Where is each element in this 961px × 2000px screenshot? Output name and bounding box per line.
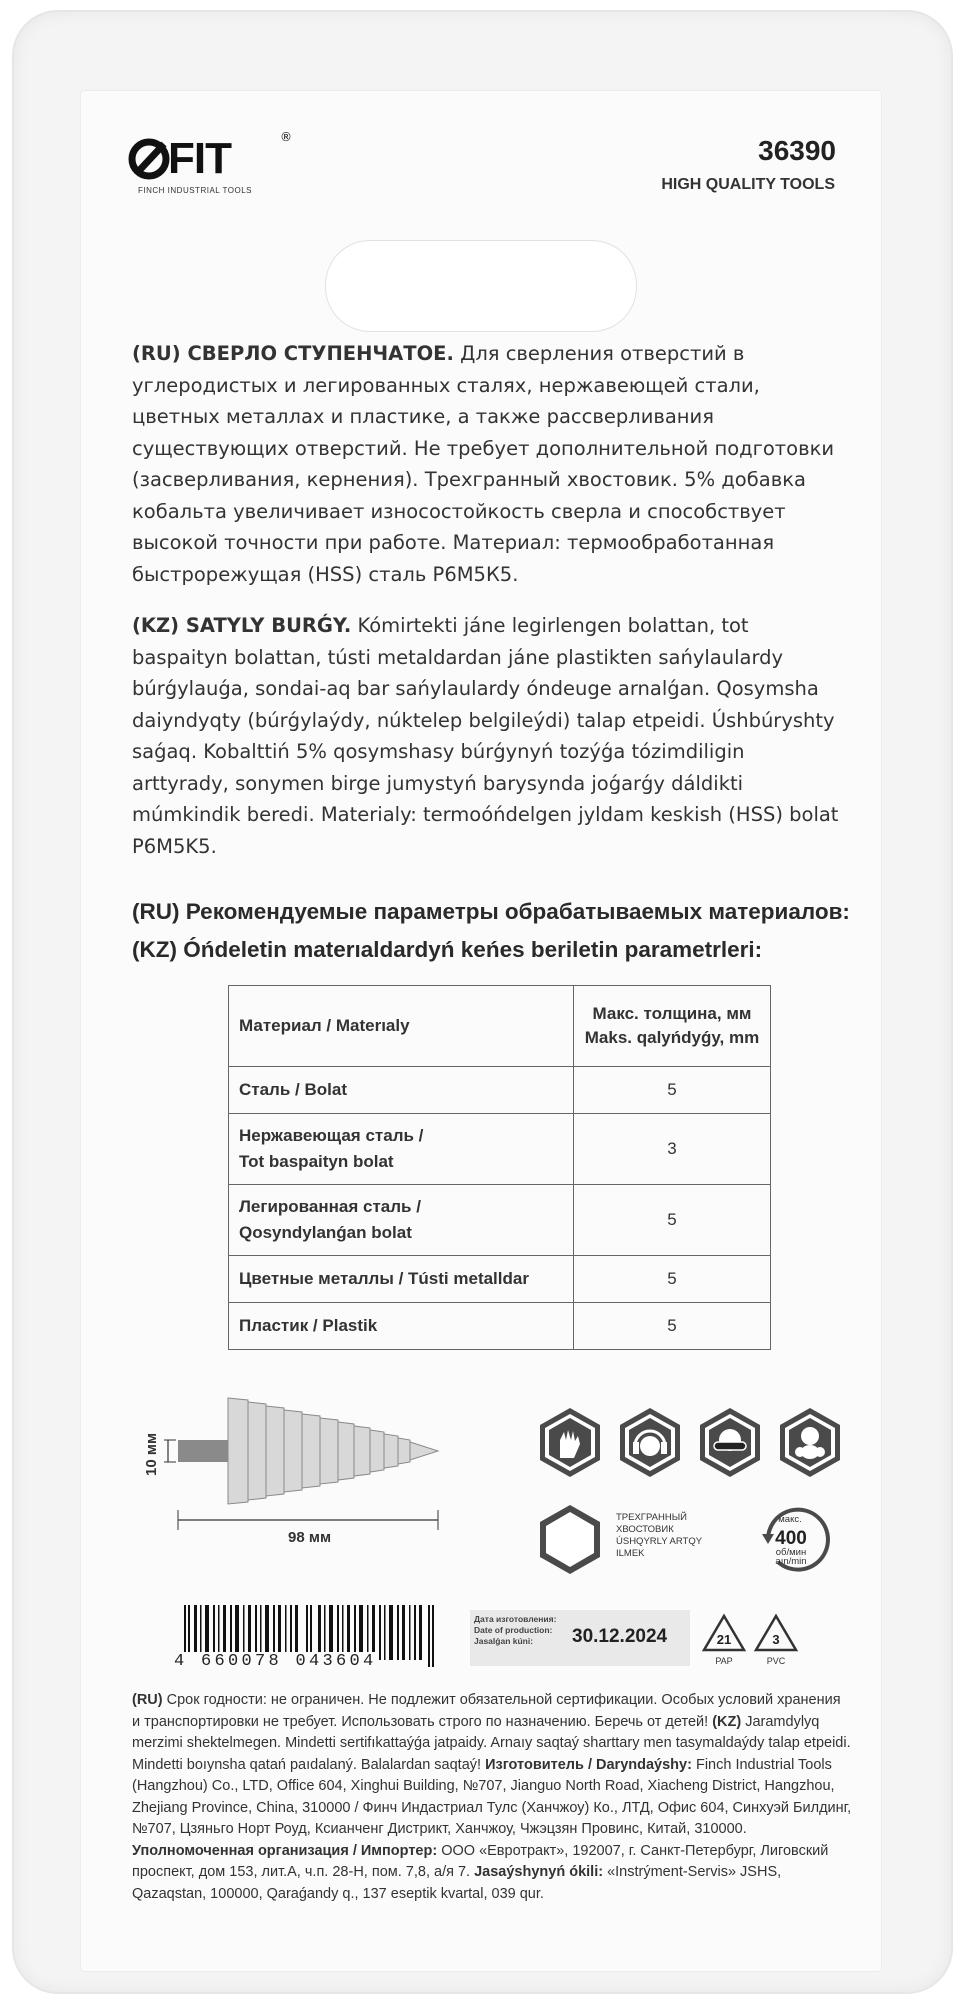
- date-label-en: Date of production:: [474, 1625, 553, 1635]
- ear-protection-icon: [620, 1408, 680, 1477]
- speed-top: макс.: [778, 1514, 802, 1525]
- speed-value: 400: [775, 1528, 807, 1549]
- recycle-label: PAP: [715, 1656, 733, 1666]
- params-heading: [132, 893, 850, 969]
- importer-label: Уполномоченная организация / Импортер:: [132, 1842, 438, 1859]
- logo-ring-icon: [128, 138, 170, 180]
- material-cell: [229, 1185, 574, 1256]
- goggles-icon: [700, 1408, 760, 1477]
- description-ru-heading: (RU) СВЕРЛО СТУПЕНЧАТОЕ.: [132, 342, 454, 365]
- thickness-cell: 5: [574, 1067, 771, 1114]
- params-heading-ru: (RU) Рекомендуемые параметры обрабатываемых материалов:: [132, 899, 850, 924]
- shank-label-line: ILMEK: [616, 1548, 645, 1559]
- footer-ru-prefix: (RU): [132, 1692, 163, 1708]
- thickness-cell: 5: [574, 1256, 771, 1303]
- table-row: [229, 1256, 771, 1303]
- triangular-shank-icon: [540, 1505, 600, 1574]
- date-label-ru: Дата изготовления:: [474, 1614, 557, 1624]
- material-line: Qosyndylanǵan bolat: [239, 1223, 412, 1242]
- table-row: [229, 1114, 771, 1185]
- material-cell: Пластик / Plastik: [229, 1303, 574, 1350]
- material-line: Легированная сталь /: [239, 1197, 421, 1216]
- table-row: [229, 1067, 771, 1114]
- recycle-code: 21: [716, 1632, 732, 1647]
- thickness-cell: 5: [574, 1185, 771, 1256]
- description-kz-body: Kómirtekti jáne legirlengen bolattan, tot baspaityn bolattan, tústi metaldardan jáne plastikten sańylaulardy búrǵylauǵa, sondai-aq bar sańylaulardy óndeuge arnalǵan. Qosymsha daiyndyqty (búrǵylaýdy, núktelep belgileýdi) talap etpeidi. Úshbúryshty saǵaq. Kobalttiń 5% qosymshasy búrǵynyń tozýǵa tózimdiligin arttyrady, sonymen birge jumystyń barysynda joǵarǵy dáldikti múmkindik beredi. Materialy: termoóńdelgen jyldam keskish (HSS) bolat P6M5K5.: [132, 614, 839, 858]
- material-cell: Сталь / Bolat: [229, 1067, 574, 1114]
- recycle-code: 3: [772, 1632, 780, 1647]
- recycle-pvc-icon: [752, 1612, 800, 1668]
- logo-text: FIT: [168, 134, 231, 183]
- table-header-row: [229, 986, 771, 1067]
- step-drill-drawing: [143, 1390, 488, 1550]
- respirator-icon: [780, 1408, 840, 1477]
- hang-hole: [325, 240, 637, 332]
- description-kz: [132, 610, 842, 862]
- safety-icons: [530, 1400, 860, 1600]
- recycle-label: PVC: [766, 1656, 786, 1666]
- article-number: 36390: [758, 135, 836, 166]
- production-date-value: 30.12.2024: [572, 1626, 668, 1647]
- material-cell: [229, 1114, 574, 1185]
- description-kz-heading: (KZ) SATYLY BURǴY.: [132, 614, 352, 637]
- brand-logo: [128, 130, 308, 200]
- speed-unit: об/мин: [775, 1547, 807, 1558]
- table-row: [229, 1185, 771, 1256]
- table-row: [229, 1303, 771, 1350]
- drill-steps: [228, 1398, 438, 1504]
- manufacturer-label: Изготовитель / Daryndaýshy:: [485, 1756, 692, 1773]
- footer-kz-prefix: (KZ): [712, 1713, 742, 1730]
- thickness-cell: 5: [574, 1303, 771, 1350]
- params-heading-kz: (KZ) Óńdeletin materıaldardyń keńes beriletin parametrleri:: [132, 937, 763, 962]
- material-cell: Цветные металлы / Tústi metalldar: [229, 1256, 574, 1303]
- production-date-box: [470, 1610, 690, 1666]
- thickness-cell: 3: [574, 1114, 771, 1185]
- header-thickness-kz: Maks. qalyńdyǵy, mm: [584, 1028, 760, 1047]
- quality-slogan: HIGH QUALITY TOOLS: [661, 176, 835, 193]
- footer-kz-text: Jaramdylyq merzimi shektelmegen. Mindetti sertifıkattaýǵa jatpaidy. Arnaıy saqtaý sharttary men tasymaldaýdy talap etpeidi. Mindetti boıynsha qatań paıdalaný. Balalardan saqtaý!: [132, 1713, 851, 1773]
- header-thickness: [574, 986, 771, 1067]
- description-ru: [132, 338, 842, 590]
- material-line: Нержавеющая сталь /: [239, 1126, 424, 1145]
- description-ru-body: Для сверления отверстий в углеродистых и легированных сталях, нержавеющей стали, цветных металлах и пластике, а также рассверливания существующих отверстий. Не требует дополнительной подготовки (засверливания, кернения). Трехгранный хвостовик. 5% добавка кобальта увеличивает износостойкость сверла и способствует высокой точности при работе. Материал: термообработанная быстрорежущая (HSS) сталь Р6М5К5.: [132, 342, 835, 586]
- material-line: Tot baspaityn bolat: [239, 1152, 394, 1171]
- gloves-icon: [540, 1408, 600, 1477]
- registered-mark: ®: [280, 130, 292, 144]
- date-label-kz: Jasalǵan kúni:: [474, 1636, 534, 1646]
- materials-table: [228, 985, 771, 1350]
- manufacturer-text: Finch Industrial Tools (Hangzhou) Co., LTD, Office 604, Xinghui Building, №707, Jianguo North Road, Xiacheng District, Hangzhou, Zhejiang Province, China, 310000 / Финч Индастриал Тулс (Ханчжоу) Ко., ЛТД, Офис 604, Синхуэй Билдинг, №707, Цзяньго Норт Роуд, Ксианченг Дистрикт, Ханчжоу, Чжэцзян Провинс, Китай, 310000.: [132, 1756, 852, 1837]
- speed-rotation-icon: [762, 1510, 828, 1570]
- drill-shank: [178, 1440, 228, 1462]
- shank-label-line: ХВОСТОВИК: [616, 1524, 674, 1535]
- shank-label-line: ТРЕХГРАННЫЙ: [616, 1512, 687, 1523]
- logo-tagline: FINCH INDUSTRIAL TOOLS: [138, 186, 252, 195]
- kz-representative-text: «Instrýment-Servis» JSHS, Qazaqstan, 100000, Qaraǵandy q., 137 eseptik kvartal, 039 qur.: [132, 1864, 782, 1902]
- footer-legal-text: [132, 1690, 852, 1905]
- speed-unit-kz: aın/min: [775, 1556, 807, 1567]
- length-dimension: 98 мм: [288, 1529, 332, 1546]
- header-material: Материал / Materıaly: [229, 986, 574, 1067]
- kz-representative-label: Jasaýshynyń ókili:: [474, 1864, 604, 1880]
- importer-text: ООО «Евротракт», 192007, г. Санкт-Петербург, Лиговский проспект, дом 153, лит.А, ч.п. 28-Н, пом. 7,8, а/я 7.: [132, 1842, 829, 1880]
- recycle-pap-icon: [700, 1612, 748, 1668]
- footer-ru-text: Срок годности: не ограничен. Не подлежит обязательной сертификации. Особых условий хранения и транспортировки не требует. Использовать строго по назначению. Беречь от детей!: [132, 1692, 841, 1730]
- shank-dimension: 10 мм: [143, 1432, 160, 1476]
- header-thickness-ru: Макс. толщина, мм: [592, 1004, 752, 1023]
- production-date-labels: [474, 1614, 556, 1647]
- barcode-number: 4 660078 043604: [174, 1652, 377, 1671]
- shank-label-line: ÚSHQYRLY ARTQY: [616, 1536, 703, 1547]
